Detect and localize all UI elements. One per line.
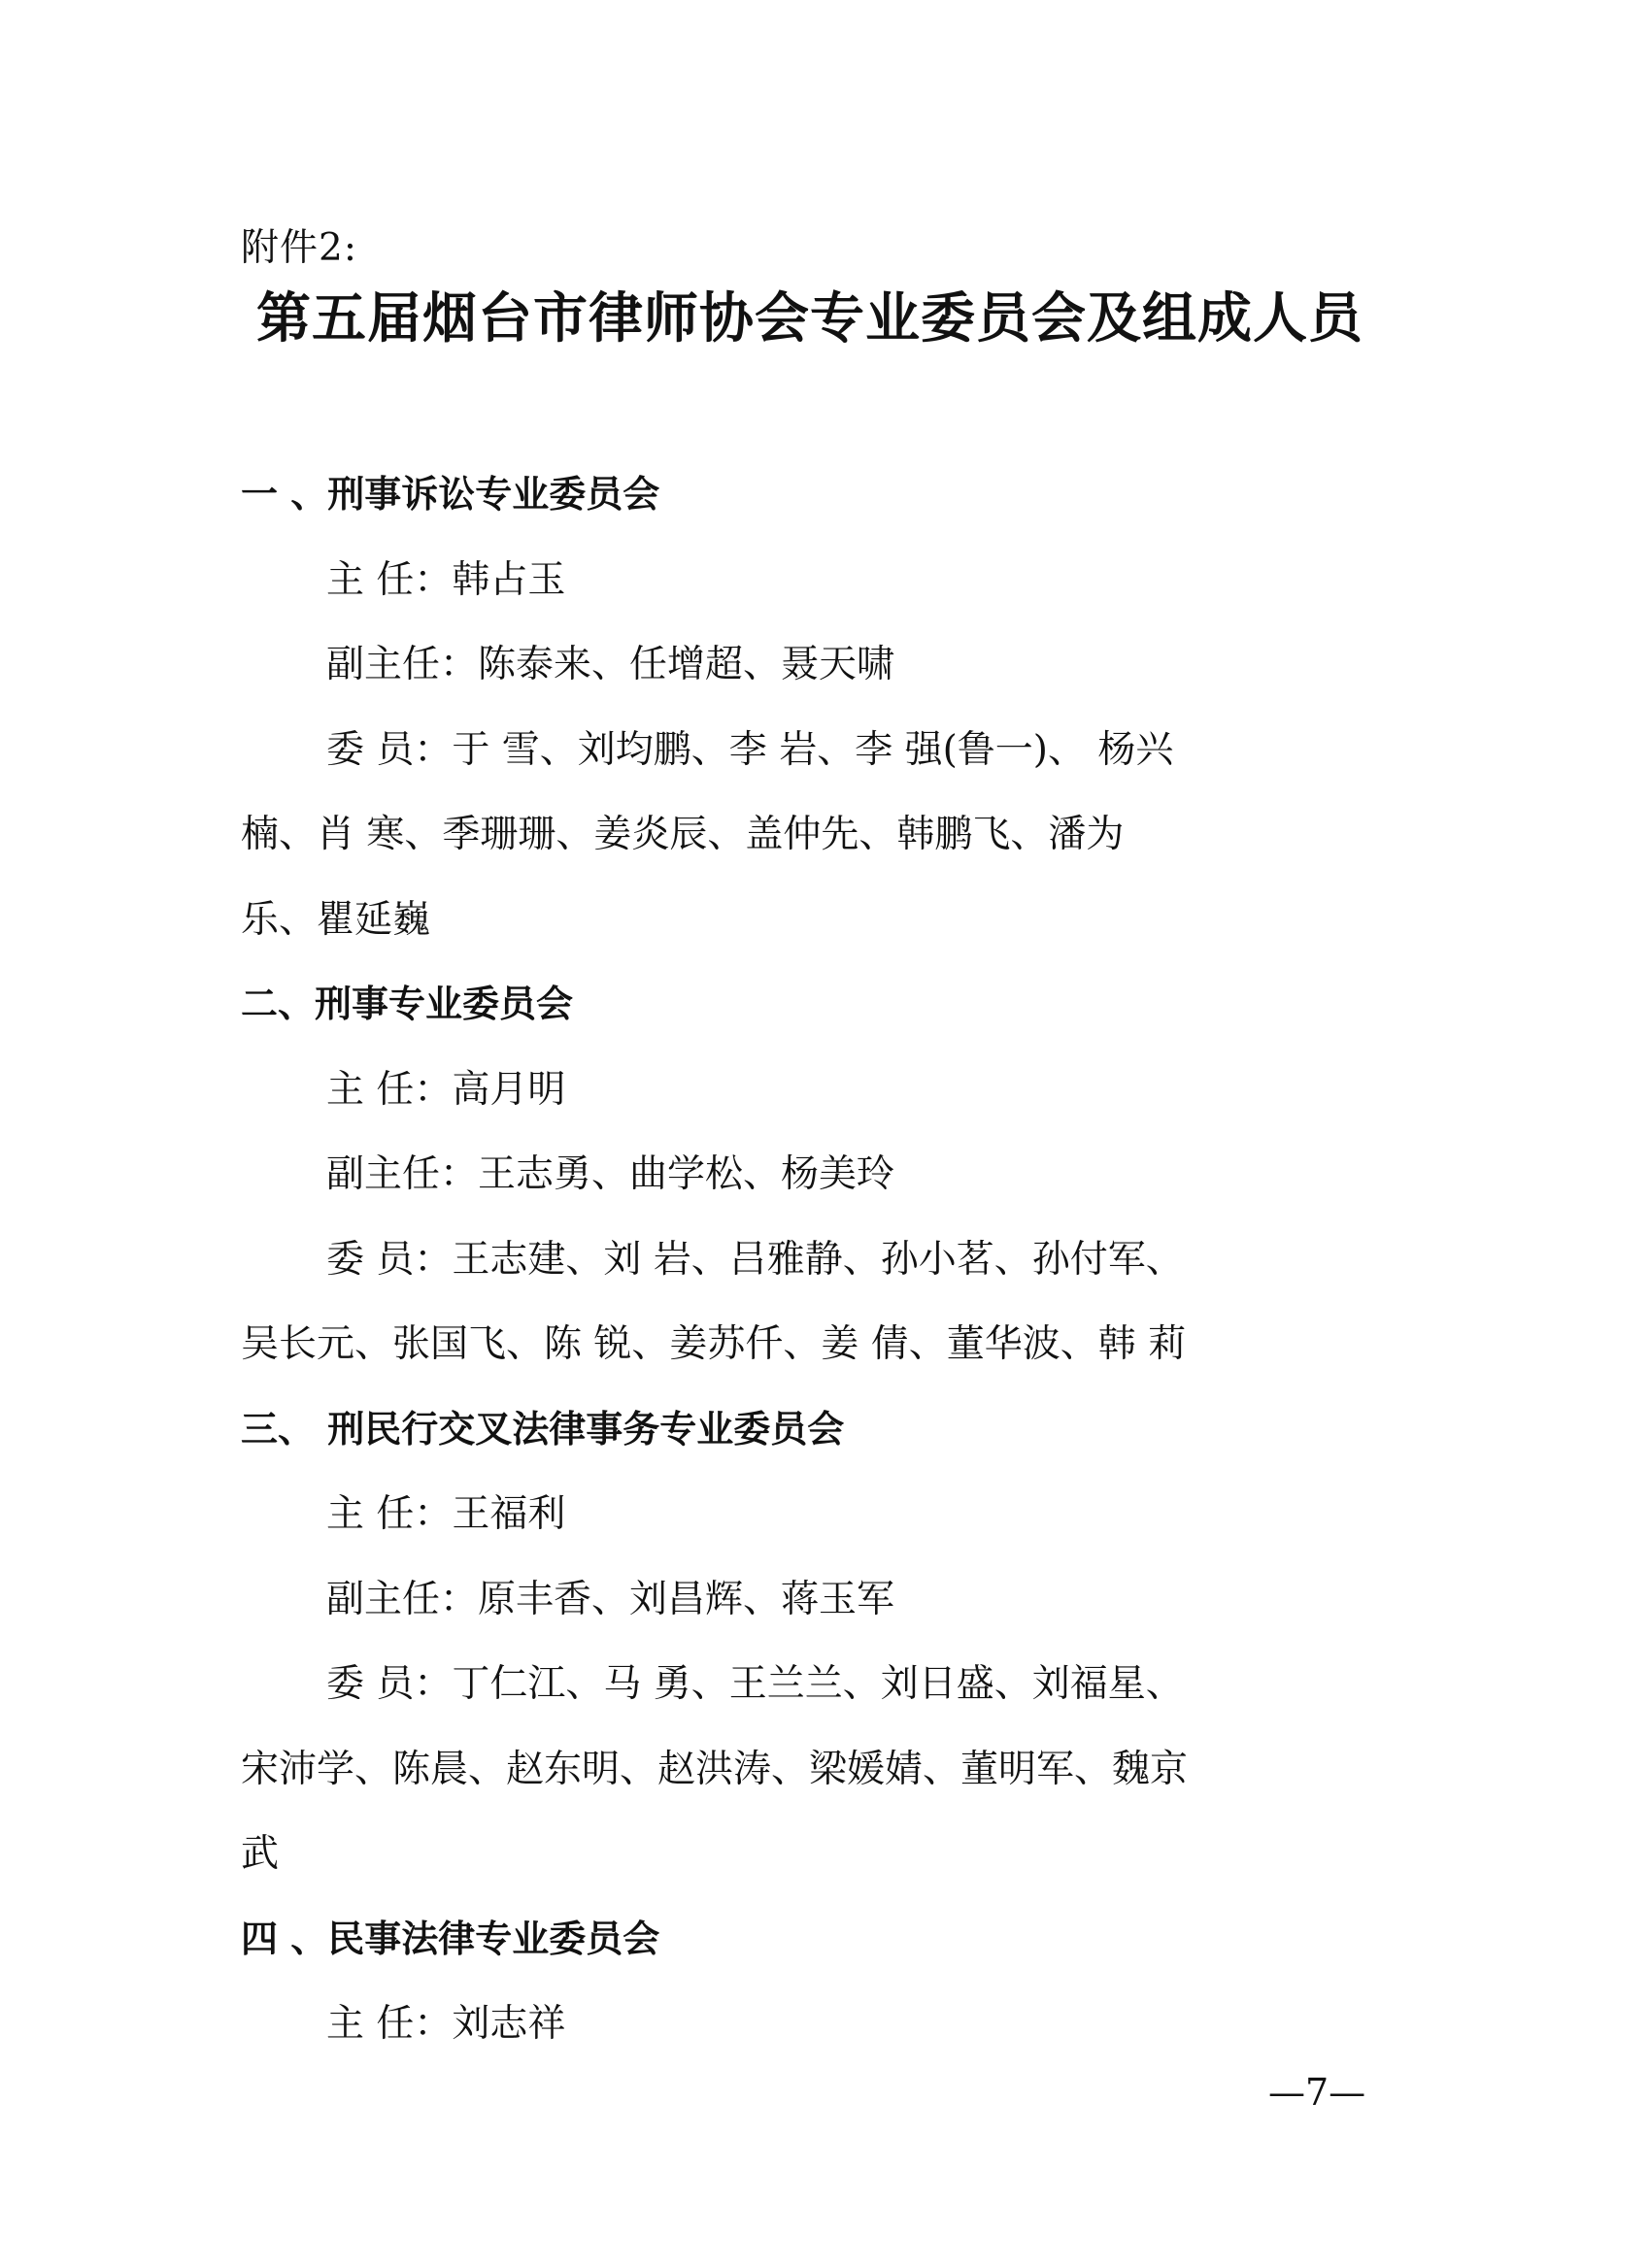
members-line: 楠、肖 寒、季珊珊、姜炎辰、盖仲先、韩鹏飞、潘为 (241, 813, 1125, 856)
section-heading-criminal-civil-administrative-cross: 三、 刑民行交叉法律事务专业委员会 (241, 1407, 845, 1451)
deputy-director-line: 副主任：原丰香、刘昌辉、蒋玉军 (326, 1577, 895, 1621)
members-line: 委 员：王志建、刘 岩、吕雅静、孙小茗、孙付军、 (326, 1237, 1184, 1282)
section-heading-civil-law: 四 、民事法律专业委员会 (241, 1917, 660, 1960)
attachment-label: 附件2: (241, 226, 357, 270)
document-title: 第五届烟台市律师协会专业委员会及组成人员 (256, 286, 1363, 350)
members-line: 吴长元、张国飞、陈 锐、姜苏仟、姜 倩、董华波、韩 莉 (241, 1322, 1187, 1366)
document-body (241, 452, 1367, 2067)
director-line: 主 任：王福利 (326, 1492, 566, 1536)
members-line: 乐、瞿延巍 (241, 897, 431, 942)
section-heading-criminal-litigation: 一 、刑事诉讼专业委员会 (241, 473, 660, 516)
director-line: 主 任：高月明 (326, 1067, 566, 1112)
section-heading-criminal: 二、刑事专业委员会 (241, 983, 574, 1025)
members-line: 委 员：于 雪、刘均鹏、李 岩、李 强(鲁一)、 杨兴 (326, 727, 1174, 772)
deputy-director-line: 副主任：王志勇、曲学松、杨美玲 (326, 1152, 895, 1196)
director-line: 主 任：刘志祥 (326, 2002, 566, 2046)
director-line: 主 任：韩占玉 (326, 557, 566, 602)
deputy-director-line: 副主任：陈泰来、任增超、聂天啸 (326, 643, 895, 686)
members-line: 委 员：丁仁江、马 勇、王兰兰、刘日盛、刘福星、 (326, 1662, 1184, 1706)
page-number: —7— (1268, 2071, 1366, 2114)
members-line: 宋沛学、陈晨、赵东明、赵洪涛、梁媛婧、董明军、魏京 (241, 1747, 1189, 1791)
members-line: 武 (241, 1832, 280, 1876)
